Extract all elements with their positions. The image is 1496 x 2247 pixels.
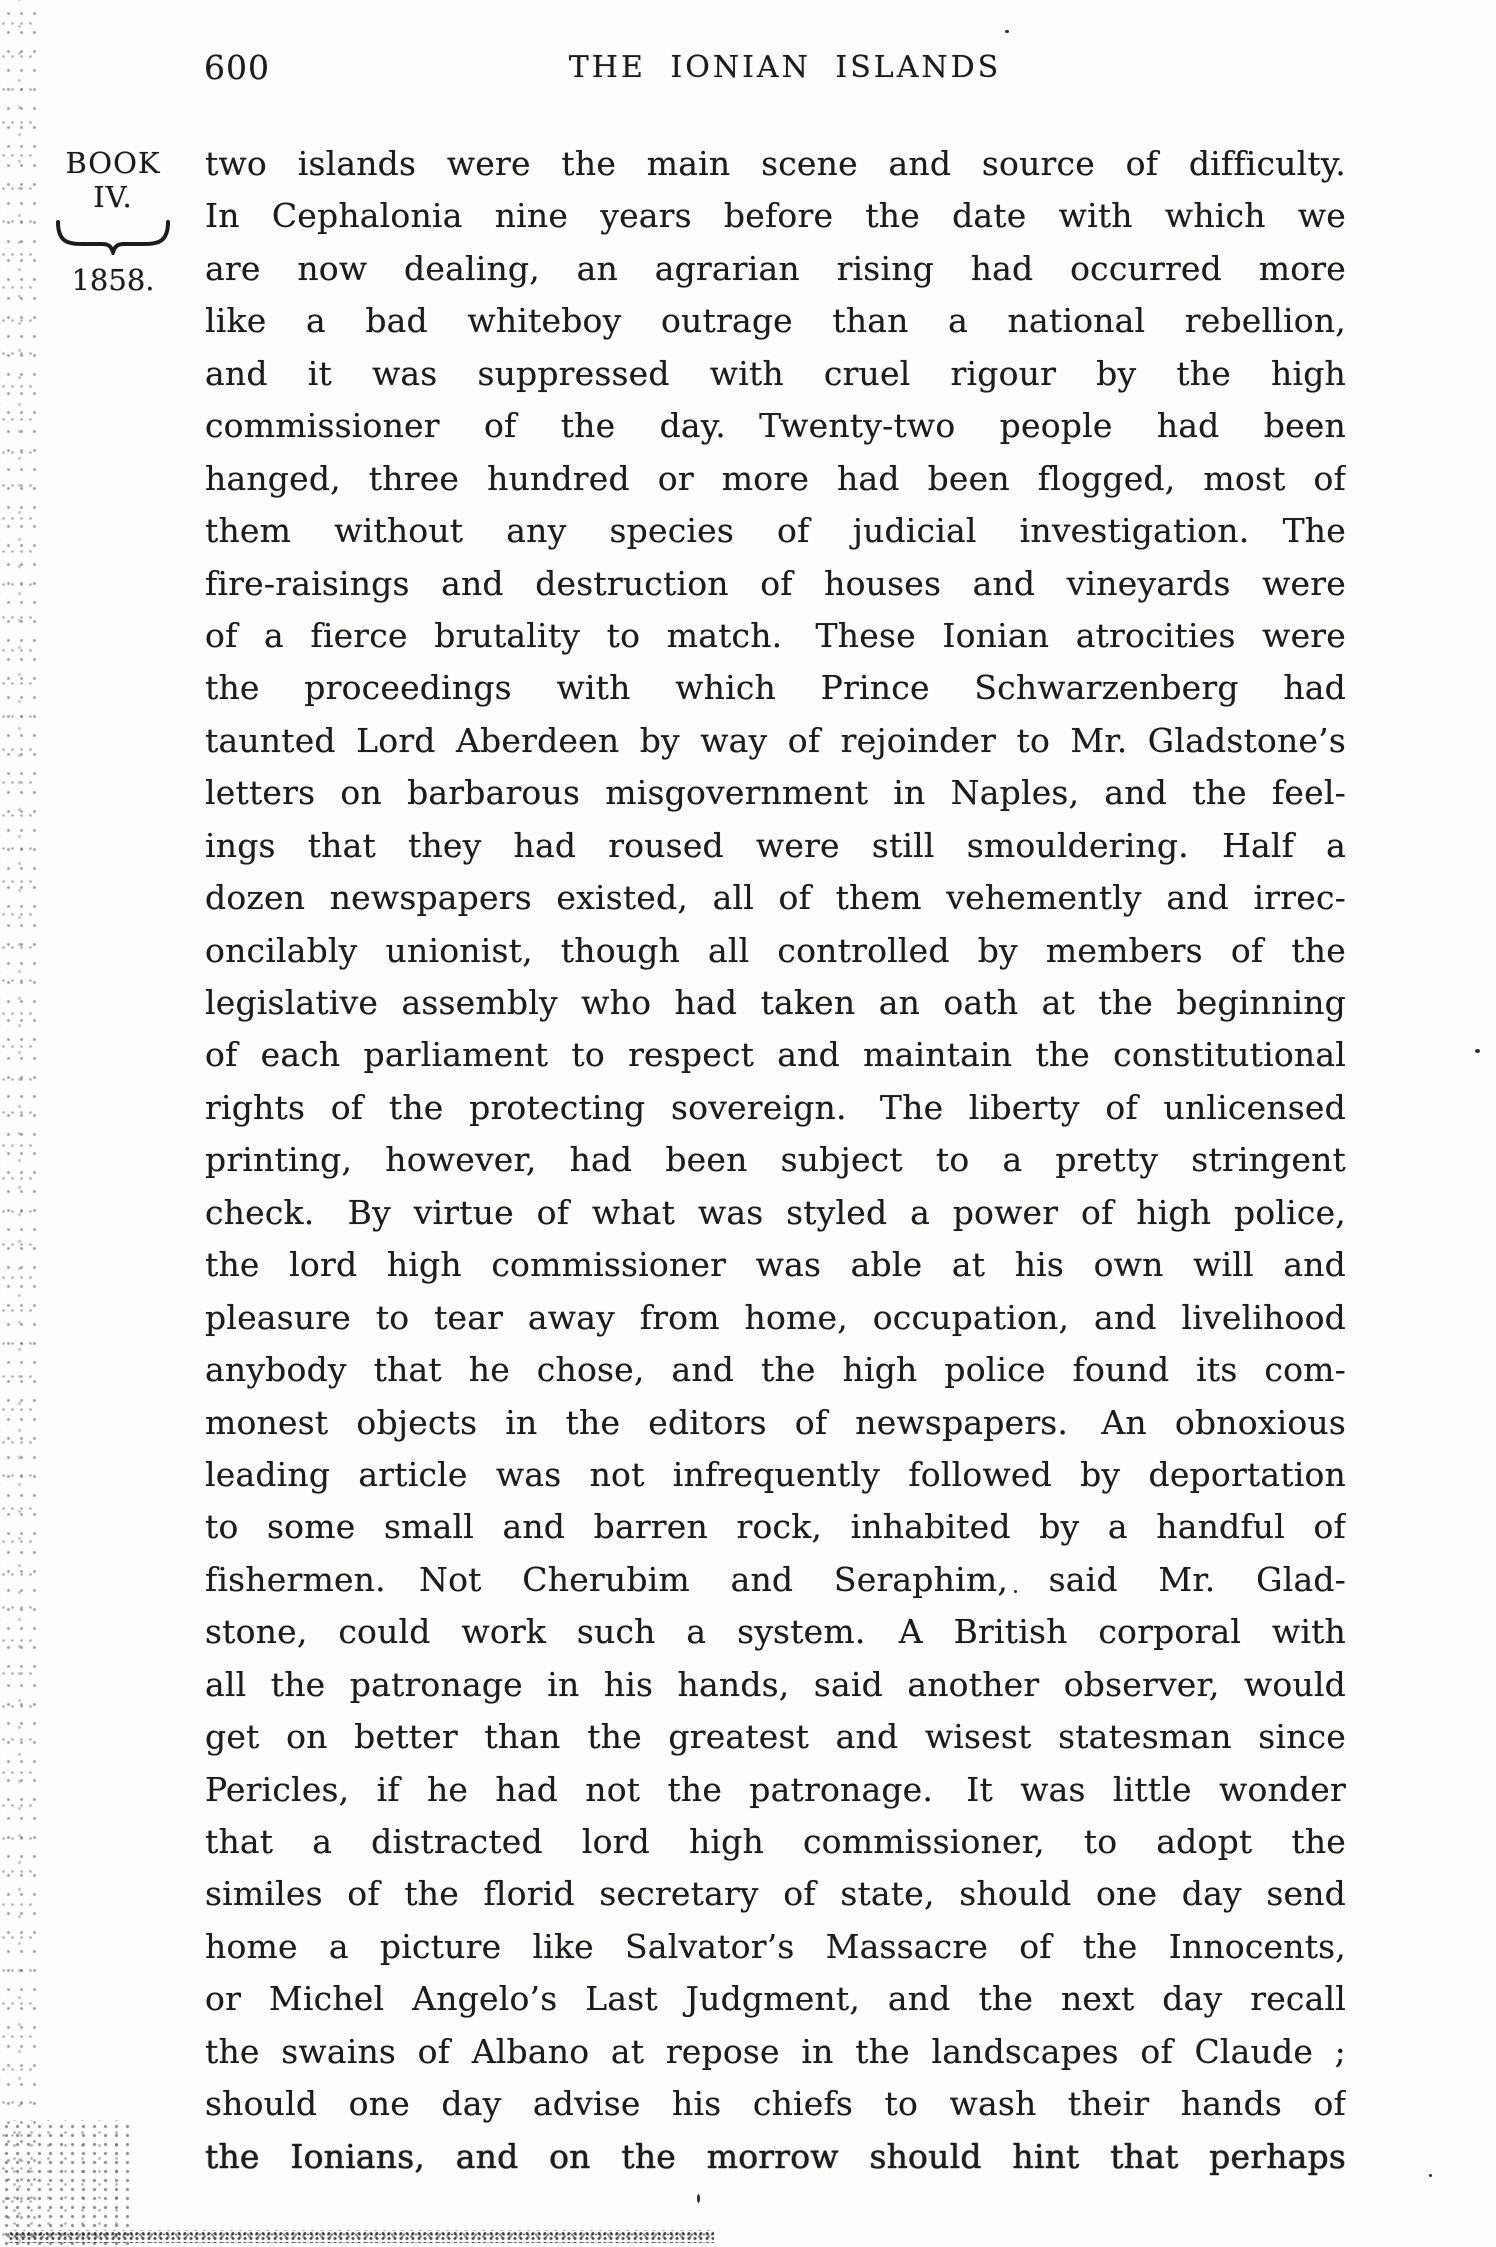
text-line: dozen newspapers existed, all of them vehemently and irrec- — [205, 878, 1346, 918]
text-line: In Cephalonia nine years before the date with which we — [205, 196, 1346, 236]
text-line: or Michel Angelo’s Last Judgment, and the next day recall — [205, 1979, 1346, 2019]
text-line: get on better than the greatest and wisest statesman since — [205, 1717, 1346, 1757]
text-line: commissioner of the day. Twenty-two people had been — [205, 406, 1346, 446]
text-line: should one day advise his chiefs to wash their hands of — [205, 2084, 1346, 2124]
text-line: are now dealing, an agrarian rising had occurred more — [205, 248, 1346, 288]
text-line: anybody that he chose, and the high police found its com- — [205, 1350, 1346, 1390]
text-line: letters on barbarous misgovernment in Naples, and the feel- — [205, 773, 1346, 813]
text-line: like a bad whiteboy outrage than a national rebellion, — [205, 301, 1346, 341]
text-line: Pericles, if he had not the patronage. It was little wonder — [205, 1769, 1346, 1809]
scan-noise-left-edge — [0, 0, 38, 2247]
scan-speck — [697, 2194, 700, 2203]
text-line: fire-raisings and destruction of houses and vineyards were — [205, 563, 1346, 603]
text-line: fishermen. Not Cherubim and Seraphim, said Mr. Glad- — [205, 1559, 1346, 1599]
text-line: legislative assembly who had taken an oath at the beginning — [205, 983, 1346, 1022]
text-line: similes of the florid secretary of state, should one day send — [205, 1874, 1346, 1914]
text-line: of each parliament to respect and maintain the constitutional — [205, 1035, 1346, 1075]
page-text — [205, 138, 1346, 2183]
margin-book-label: BOOK — [65, 146, 161, 180]
text-line: the proceedings with which Prince Schwarzenberg had — [205, 668, 1346, 708]
text-line: to some small and barren rock, inhabited by a handful of — [205, 1507, 1346, 1547]
text-line: printing, however, had been subject to a pretty stringent — [205, 1140, 1346, 1180]
text-line: two islands were the main scene and source of difficulty. — [205, 144, 1346, 183]
scan-speck — [1475, 1049, 1480, 1053]
text-line: that a distracted lord high commissioner, to adopt the — [205, 1822, 1346, 1861]
text-line: the lord high commissioner was able at his own will and — [205, 1245, 1346, 1285]
text-line: them without any species of judicial investigation. The — [205, 511, 1346, 551]
text-line: rights of the protecting sovereign. The liberty of unlicensed — [205, 1087, 1346, 1127]
margin-note — [46, 146, 180, 296]
text-line: of a fierce brutality to match. These Ionian atrocities were — [205, 615, 1346, 655]
text-line: oncilably unionist, though all controlled by members of the — [205, 930, 1346, 970]
text-line: taunted Lord Aberdeen by way of rejoinder to Mr. Gladstone’s — [205, 720, 1346, 760]
text-line: the Ionians, and on the morrow should hint that perhaps — [205, 2136, 1346, 2176]
text-line: hanged, three hundred or more had been flogged, most of — [205, 458, 1346, 498]
scan-noise-bottom-left-corner — [0, 2120, 130, 2247]
scan-speck — [1005, 30, 1009, 33]
running-title: THE IONIAN ISLANDS — [568, 50, 1002, 85]
page-number: 600 — [204, 48, 270, 87]
text-line: pleasure to tear away from home, occupation, and livelihood — [205, 1297, 1346, 1337]
text-line: home a picture like Salvator’s Massacre of the Innocents, — [205, 1926, 1346, 1966]
curly-underbrace-icon — [53, 217, 173, 255]
margin-book-numeral: IV. — [93, 180, 133, 214]
scan-noise-bottom-strip — [8, 2230, 714, 2243]
text-line: monest objects in the editors of newspapers. An obnoxious — [205, 1402, 1346, 1442]
text-line: ings that they had roused were still smouldering. Half a — [205, 825, 1346, 865]
text-line: all the patronage in his hands, said another observer, would — [205, 1664, 1346, 1704]
text-line: the swains of Albano at repose in the landscapes of Claude ; — [205, 2031, 1346, 2071]
text-line: and it was suppressed with cruel rigour by the high — [205, 353, 1346, 393]
text-line: check. By virtue of what was styled a power of high police, — [205, 1192, 1346, 1232]
margin-year: 1858. — [71, 263, 155, 297]
scan-speck — [1429, 2174, 1432, 2177]
text-line: stone, could work such a system. A British corporal with — [205, 1612, 1346, 1652]
text-line: leading article was not infrequently followed by deportation — [205, 1454, 1346, 1494]
